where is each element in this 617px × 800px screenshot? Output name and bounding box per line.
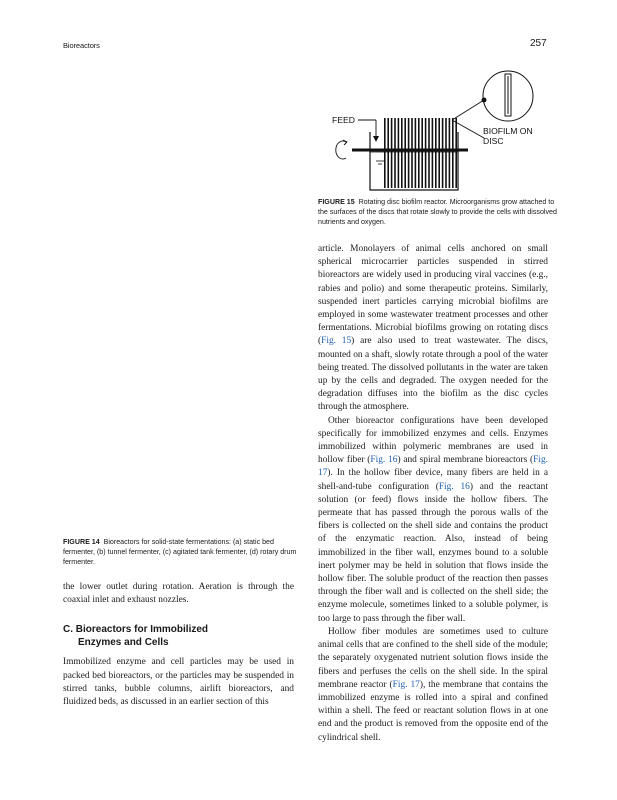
- disc: [435, 118, 437, 188]
- text-run: ). In the hollow fiber device, many fibers are held in a shell-and-tube configuration (: [318, 468, 548, 492]
- disc: [415, 118, 417, 188]
- disc: [384, 118, 386, 188]
- feed-arrow-icon: [373, 136, 379, 142]
- disc: [445, 118, 447, 188]
- disc: [455, 118, 457, 188]
- figure-16-link[interactable]: Fig. 16: [370, 455, 398, 466]
- disc: [452, 118, 454, 188]
- section-heading-line1: C. Bioreactors for Immobilized: [63, 624, 209, 636]
- disc: [391, 118, 393, 188]
- disc: [421, 118, 423, 188]
- figure-15-link[interactable]: Fig. 15: [321, 336, 352, 347]
- paragraph-hollow-fiber: [318, 415, 548, 626]
- paragraph-microcarriers: [318, 243, 548, 415]
- section-heading: [63, 623, 294, 649]
- disc: [411, 118, 413, 188]
- disc: [428, 118, 430, 188]
- callout-line-upper: [452, 100, 484, 120]
- text-run: Hollow fiber modules are sometimes used to culture animal cells that are confined to the shell side of the module; the separately oxygenated nutrient solution flows inside the fibers and perfuses the cells on the shell side. In the spiral membrane reactor (: [318, 626, 548, 690]
- text-run: Other bioreactor configurations have been developed specifically for immobilized enzymes and cells. Enzymes immobilized within polymeric membranes are used in hollow fiber (: [318, 415, 548, 466]
- disc: [404, 118, 406, 188]
- disc: [401, 118, 403, 188]
- paragraph-immobilized: Immobilized enzyme and cell particles may be used in packed bed bioreactors, or the particles may be suspended in stirred tanks, bubble columns, airlift bioreactors, and fluidized beds, as discussed in an earlier section of this: [63, 657, 294, 708]
- figure-15-caption-label: FIGURE 15: [318, 198, 355, 206]
- text-run: ) are also used to treat wastewater. The discs, mounted on a shaft, slowly rotate through a pool of the water being treated. The dissolved pollutants in the water are taken up by the cells and degraded. The oxygen needed for the degradation diffuses into the biofilm as the disc cycles through the atmosphere.: [318, 336, 548, 413]
- text-run: article. Monolayers of animal cells anchored on small spherical microcarrier particles suspended in stirred bioreactors are widely used in producing viral vaccines (e.g., rabies and polio) and some therapeutic proteins. Similarly, suspended inert particles carrying microbial biofilms are employed in some wastewater treatment processes and other fermentations. Microbial biofilms growing on rotating discs (: [318, 244, 548, 347]
- disc: [442, 118, 444, 188]
- disc: [398, 118, 400, 188]
- page-number: 257: [530, 38, 547, 49]
- paragraph-spiral-membrane: [318, 626, 548, 745]
- running-head: Bioreactors: [63, 41, 100, 50]
- figure-14-caption-text: Bioreactors for solid-state fermentations: (a) static bed fermenter, (b) tunnel fermenter, (c) agitated tank fermenter, (d) rotary drum fermenter.: [63, 538, 297, 566]
- biofilm-label-line2: DISC: [483, 136, 504, 146]
- text-run: ) and spiral membrane bioreactors (: [397, 455, 534, 466]
- figure-17-link[interactable]: Fig. 17: [318, 455, 548, 479]
- text-run: ) and the reactant solution (or feed) flows inside the hollow fibers. The permeate that has passed through the porous walls of the fibers is collected on the shell side and contains the product of the enzymatic reaction. Also, instead of being immobilized in the fiber wall, enzymes bound to a soluble inert polymer may be held in solution that flows inside the hollow fiber. The soluble product of the reaction then passes through the fiber wall and is collected on the shell side; the enzyme molecule, sometimes linked to a soluble polymer, is too large to pass through the fiber wall.: [318, 481, 548, 624]
- disc: [408, 118, 410, 188]
- left-column-text: [63, 581, 294, 709]
- disc: [418, 118, 420, 188]
- feed-label: FEED: [332, 115, 355, 125]
- figure-15-caption-text: Rotating disc biofilm reactor. Microorganisms grow attached to the surfaces of the discs that rotate slowly to provide the cells with dissolved nutrients and oxygen.: [318, 198, 557, 226]
- rotating-disc-reactor-svg: [318, 60, 558, 195]
- figure-16-link[interactable]: Fig. 16: [438, 481, 470, 492]
- figure-14-caption-label: FIGURE 14: [63, 538, 100, 546]
- rotating-discs: [384, 118, 457, 188]
- figure-17-link[interactable]: Fig. 17: [392, 679, 420, 690]
- callout-dot: [482, 98, 487, 103]
- figure-14-caption: [63, 537, 297, 567]
- text-run: ), the membrane that contains the immobilized enzyme is rolled into a spiral and confined within a shell. The feed or reactant solution flows in at one end and the product is removed from the opposite end of the cylindrical shell.: [318, 679, 548, 743]
- figure-15-diagram: [318, 60, 558, 195]
- disc: [438, 118, 440, 188]
- biofilm-label-line1: BIOFILM ON: [483, 126, 533, 136]
- disc: [387, 118, 389, 188]
- disc: [432, 118, 434, 188]
- rotation-arrowhead-icon: [343, 140, 347, 145]
- rotation-arrow-icon: [336, 141, 346, 159]
- figure-15-caption: [318, 197, 558, 227]
- disc: [394, 118, 396, 188]
- disc: [449, 118, 451, 188]
- section-heading-line2: Enzymes and Cells: [78, 637, 169, 649]
- disc: [425, 118, 427, 188]
- paragraph-aeration: the lower outlet during rotation. Aeration is through the coaxial inlet and exhaust nozzles.: [63, 582, 294, 606]
- right-column-text: [318, 243, 548, 745]
